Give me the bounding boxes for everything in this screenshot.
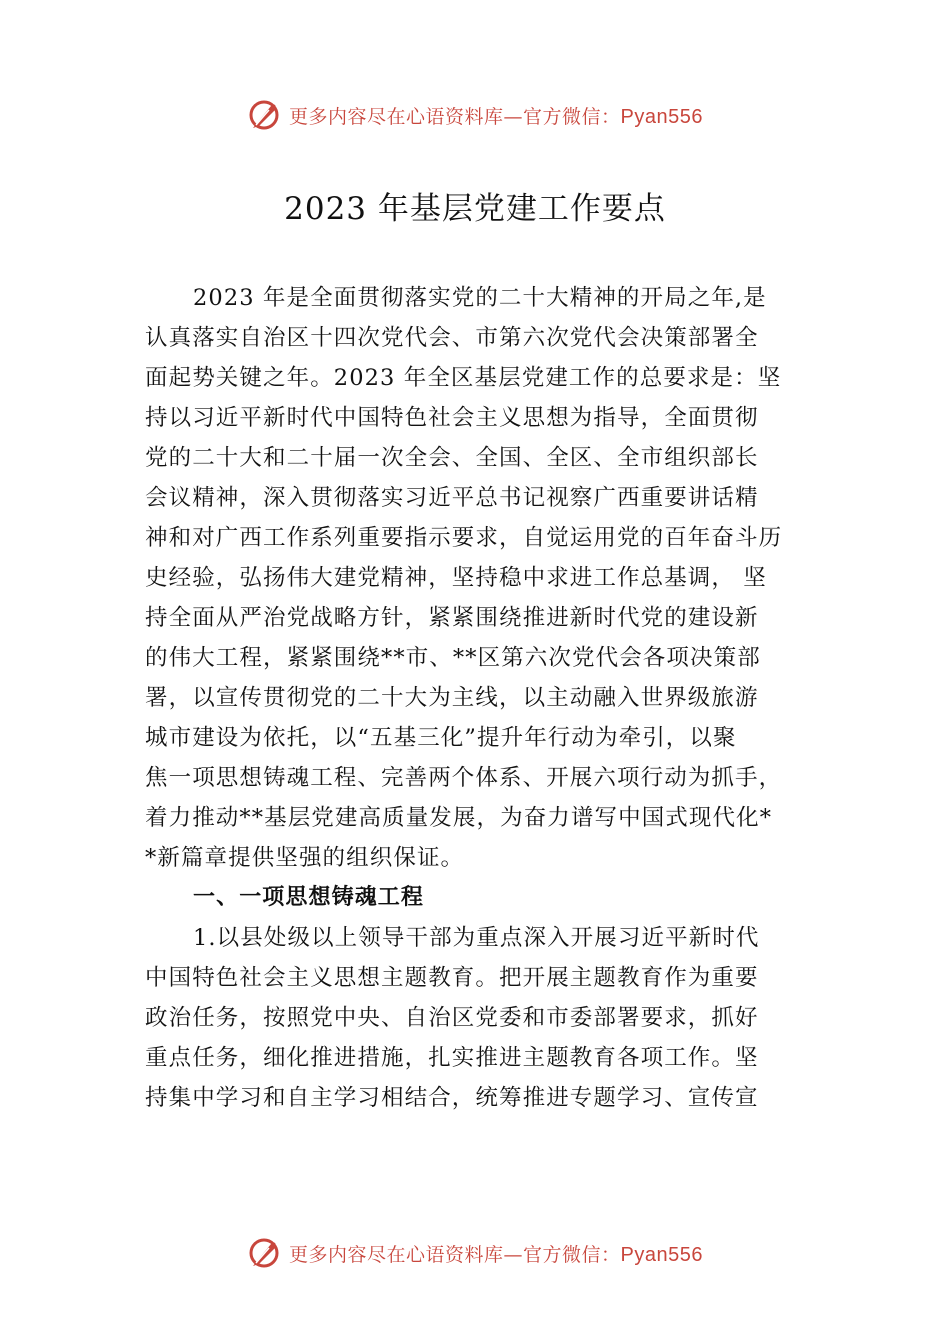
watermark-text: 更多内容尽在心语资料库—官方微信：Pyan556 [289,1243,703,1266]
watermark-text: 更多内容尽在心语资料库—官方微信：Pyan556 [289,105,703,128]
page-title: 2023 年基层党建工作要点 [284,191,666,227]
paragraph-line: 1.以县处级以上领导干部为重点深入开展习近平新时代 [193,925,760,951]
section-heading: 一、一项思想铸魂工程 [193,885,425,910]
watermark-footer [0,1233,950,1273]
watermark-header [0,95,950,135]
paragraph-line: 党的二十大和二十届一次全会、全国、全区、全市组织部长 [145,445,759,471]
quill-logo-icon [247,98,281,132]
paragraph-line: 面起势关键之年。2023 年全区基层党建工作的总要求是：坚 [145,365,782,391]
document-body [145,278,820,1118]
watermark-wechat-id: Pyan556 [620,105,703,128]
paragraph-line: 史经验，弘扬伟大建党精神，坚持稳中求进工作总基调， 坚 [145,565,767,591]
paragraph-line: 认真落实自治区十四次党代会、市第六次党代会决策部署全 [145,325,759,351]
paragraph-line: 持以习近平新时代中国特色社会主义思想为指导，全面贯彻 [145,405,759,431]
paragraph-line: 政治任务，按照党中央、自治区党委和市委部署要求，抓好 [145,1005,759,1031]
watermark-wechat-id: Pyan556 [620,1243,703,1266]
quill-logo-icon [247,1236,281,1270]
paragraph-line: 2023 年是全面贯彻落实党的二十大精神的开局之年,是 [193,285,767,311]
paragraph-line: 重点任务，细化推进措施，扎实推进主题教育各项工作。坚 [145,1045,759,1071]
paragraph-line: 署，以宣传贯彻党的二十大为主线，以主动融入世界级旅游 [145,685,759,711]
paragraph-line: 会议精神，深入贯彻落实习近平总书记视察广西重要讲话精 [145,485,759,511]
paragraph-line: *新篇章提供坚强的组织保证。 [145,845,465,871]
paragraph-line: 城市建设为依托，以“五基三化”提升年行动为牵引，以聚 [145,725,737,751]
paragraph-line: 持集中学习和自主学习相结合，统筹推进专题学习、宣传宣 [145,1085,759,1111]
paragraph-line: 的伟大工程，紧紧围绕**市、**区第六次党代会各项决策部 [145,645,761,671]
paragraph-line: 着力推动**基层党建高质量发展，为奋力谱写中国式现代化* [145,805,773,831]
paragraph-line: 焦一项思想铸魂工程、完善两个体系、开展六项行动为抓手， [145,765,783,791]
paragraph-line: 持全面从严治党战略方针，紧紧围绕推进新时代党的建设新 [145,605,759,631]
paragraph-line: 神和对广西工作系列重要指示要求，自觉运用党的百年奋斗历 [145,525,783,551]
paragraph-line: 中国特色社会主义思想主题教育。把开展主题教育作为重要 [145,965,759,991]
